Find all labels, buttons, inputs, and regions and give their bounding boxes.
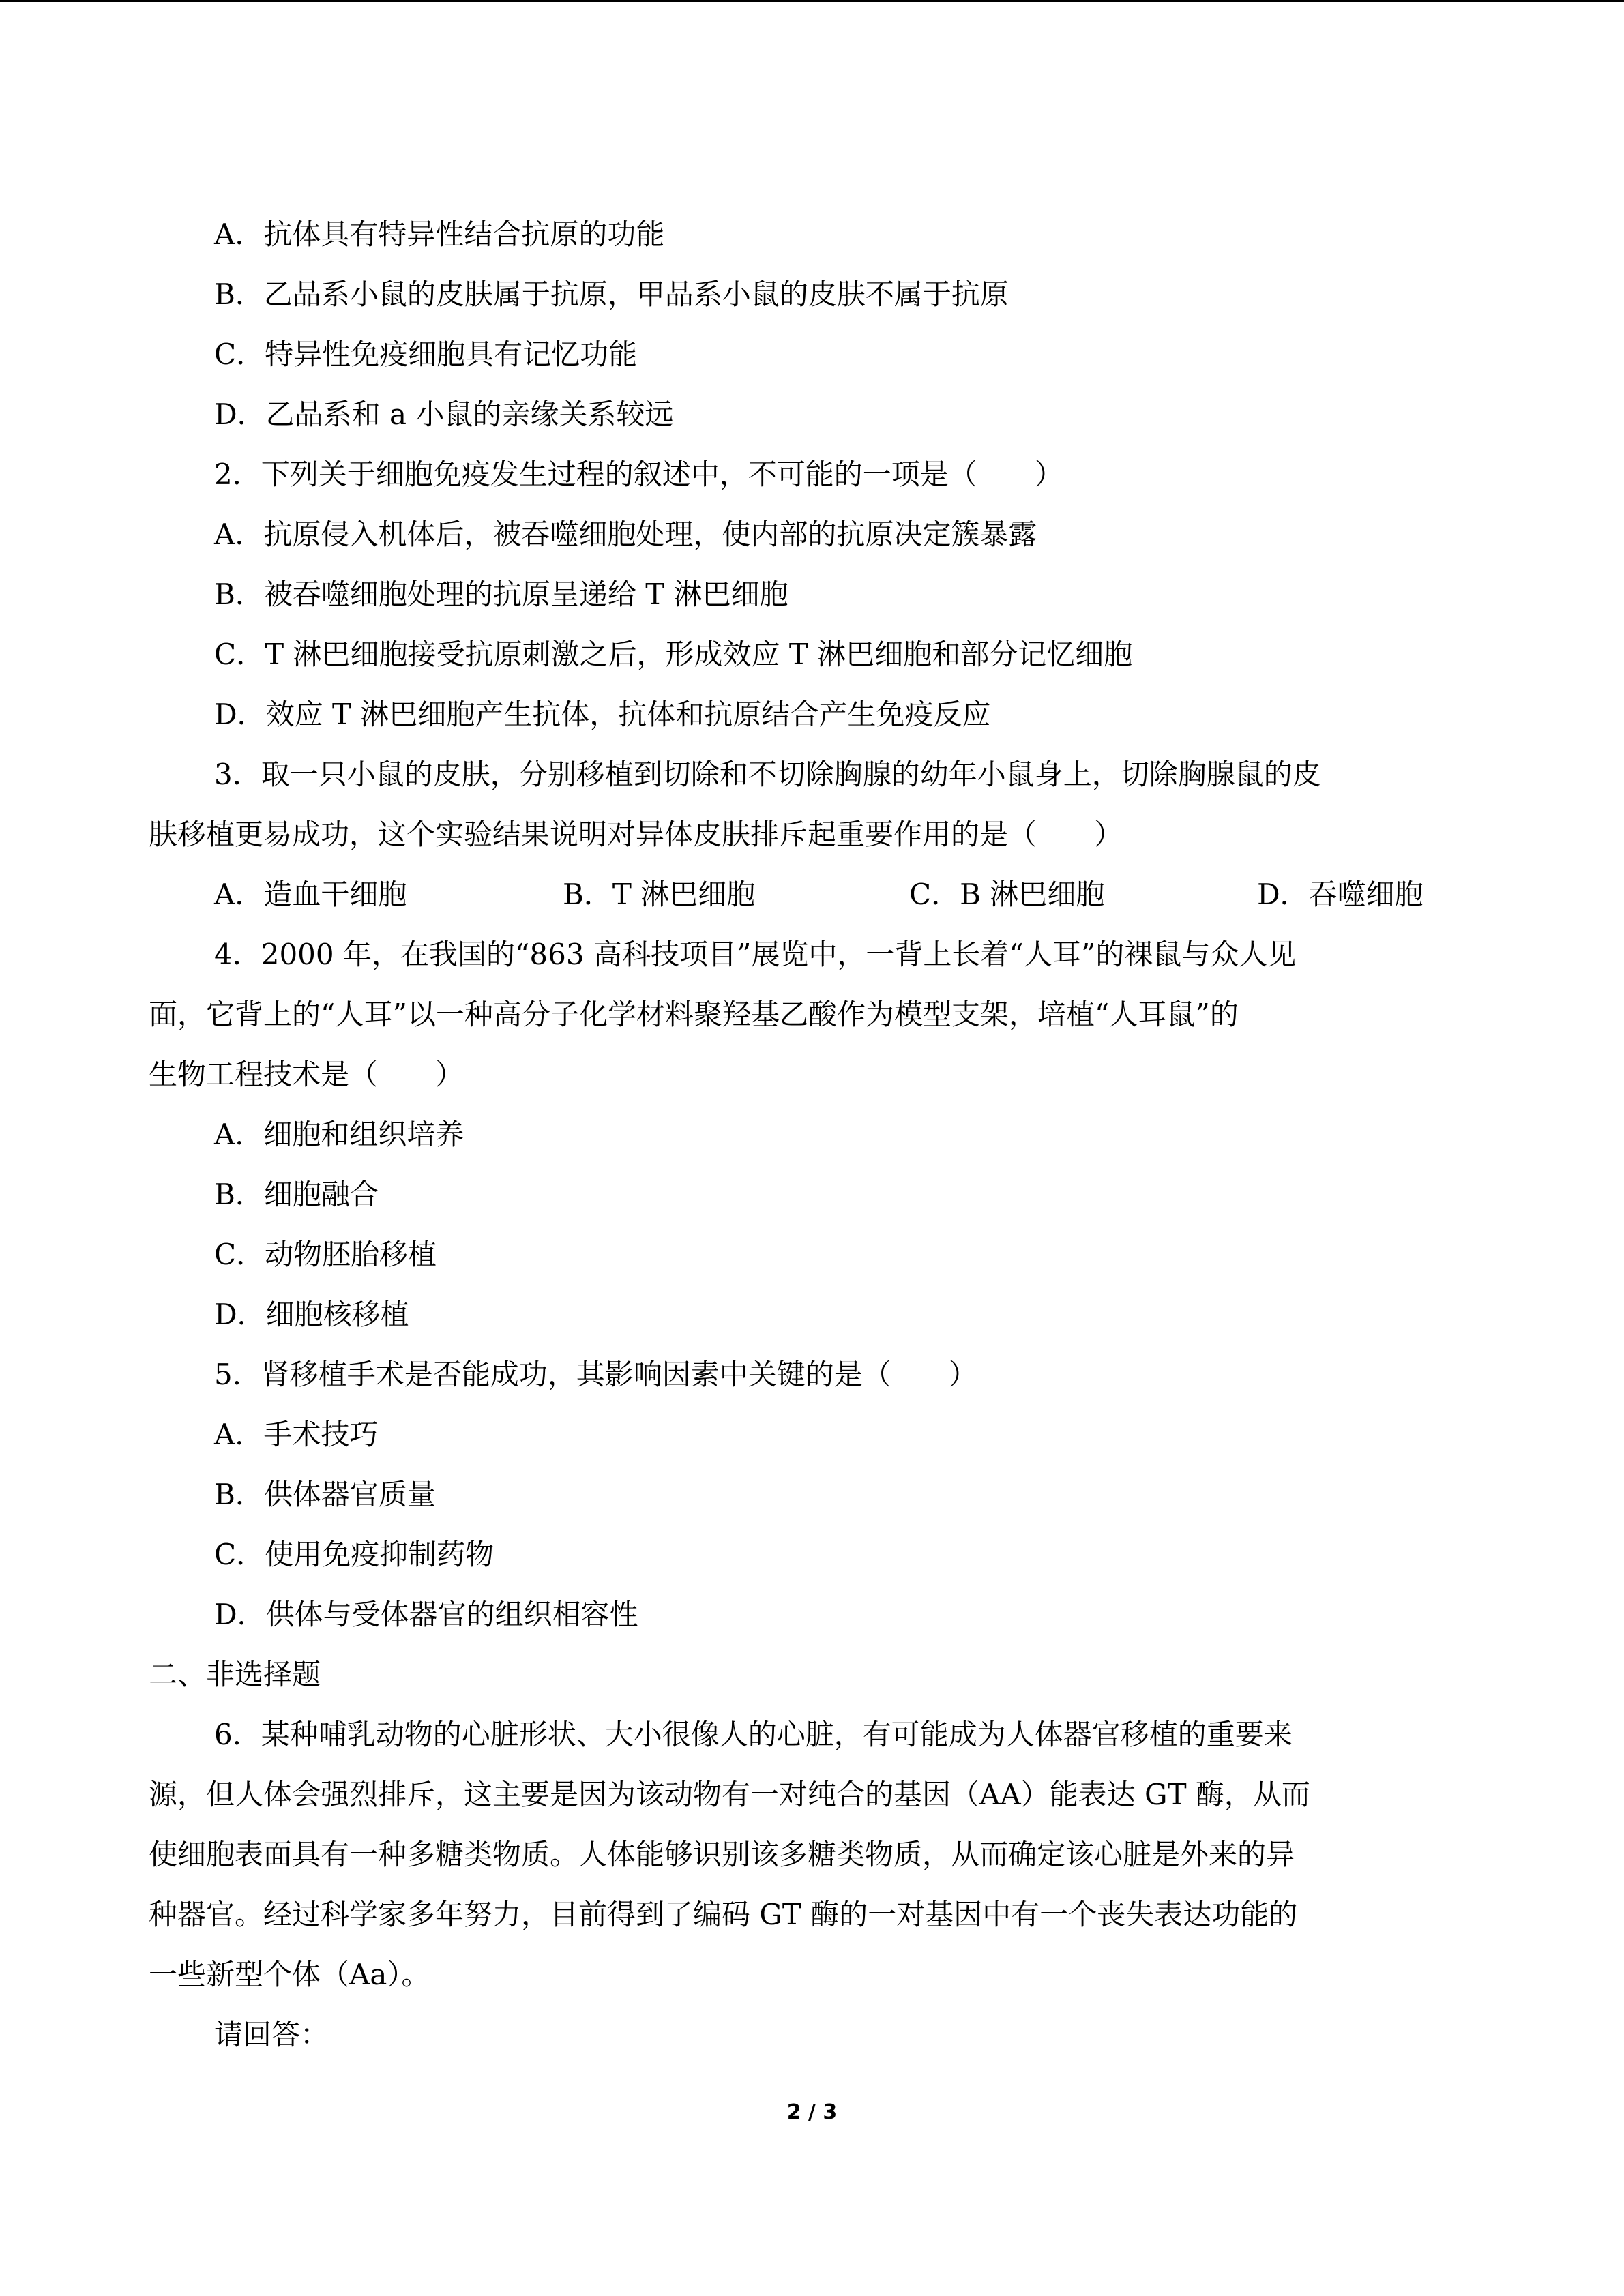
q1-option-d: D．乙品系和 a 小鼠的亲缘关系较远 [214, 398, 674, 431]
page-top-border [0, 0, 1624, 2]
q4-stem-line-3: 生物工程技术是（ ） [149, 1058, 464, 1091]
q5-stem: 5．肾移植手术是否能成功，其影响因素中关键的是（ ） [214, 1358, 977, 1391]
section-heading-non-choice: 二、非选择题 [149, 1658, 321, 1691]
q1-option-a: A．抗体具有特异性结合抗原的功能 [214, 218, 665, 251]
q3-option-c: C．B 淋巴细胞 [909, 878, 1105, 911]
q5-option-b: B．供体器官质量 [214, 1478, 436, 1511]
q2-stem: 2．下列关于细胞免疫发生过程的叙述中，不可能的一项是（ ） [214, 458, 1063, 491]
q4-option-a: A．细胞和组织培养 [214, 1118, 464, 1151]
q6-line-3: 使细胞表面具有一种多糖类物质。人体能够识别该多糖类物质，从而确定该心脏是外来的异 [149, 1838, 1295, 1871]
q3-stem-line-1: 3．取一只小鼠的皮肤，分别移植到切除和不切除胸腺的幼年小鼠身上，切除胸腺鼠的皮 [214, 758, 1321, 791]
page-number: 2 / 3 [786, 2100, 838, 2124]
q6-line-1: 6．某种哺乳动物的心脏形状、大小很像人的心脏，有可能成为人体器官移植的重要来 [214, 1718, 1293, 1751]
q6-line-5: 一些新型个体（Aa）。 [149, 1958, 430, 1991]
q2-option-c: C．T 淋巴细胞接受抗原刺激之后，形成效应 T 淋巴细胞和部分记忆细胞 [214, 638, 1133, 671]
q3-option-d: D．吞噬细胞 [1257, 878, 1423, 911]
q2-option-b: B．被吞噬细胞处理的抗原呈递给 T 淋巴细胞 [214, 578, 788, 611]
document-body [149, 205, 1486, 2065]
q5-option-a: A．手术技巧 [214, 1418, 379, 1451]
q3-options-row [149, 865, 1486, 925]
q1-option-c: C．特异性免疫细胞具有记忆功能 [214, 338, 638, 371]
q4-stem-line-2: 面，它背上的“人耳”以一种高分子化学材料聚羟基乙酸作为模型支架，培植“人耳鼠”的 [149, 998, 1239, 1031]
q3-option-b: B．T 淋巴细胞 [563, 878, 756, 911]
q2-option-d: D．效应 T 淋巴细胞产生抗体，抗体和抗原结合产生免疫反应 [214, 698, 991, 731]
q3-option-a: A．造血干细胞 [214, 878, 407, 911]
q2-option-a: A．抗原侵入机体后，被吞噬细胞处理，使内部的抗原决定簇暴露 [214, 518, 1037, 551]
q4-stem-line-1: 4．2000 年，在我国的“863 高科技项目”展览中，一背上长着“人耳”的裸鼠与众人见 [214, 938, 1297, 971]
q4-option-d: D．细胞核移植 [214, 1298, 409, 1331]
q4-option-c: C．动物胚胎移植 [214, 1238, 437, 1271]
q4-option-b: B．细胞融合 [214, 1178, 379, 1211]
q3-stem-line-2: 肤移植更易成功，这个实验结果说明对异体皮肤排斥起重要作用的是（ ） [149, 818, 1123, 851]
q5-option-c: C．使用免疫抑制药物 [214, 1538, 494, 1571]
q5-option-d: D．供体与受体器官的组织相容性 [214, 1598, 638, 1631]
q6-line-2: 源，但人体会强烈排斥，这主要是因为该动物有一对纯合的基因（AA）能表达 GT 酶，从而 [149, 1778, 1310, 1811]
q1-option-b: B．乙品系小鼠的皮肤属于抗原，甲品系小鼠的皮肤不属于抗原 [214, 278, 1009, 311]
q6-line-4: 种器官。经过科学家多年努力，目前得到了编码 GT 酶的一对基因中有一个丧失表达功能的 [149, 1898, 1298, 1931]
q6-prompt: 请回答： [214, 2018, 329, 2051]
